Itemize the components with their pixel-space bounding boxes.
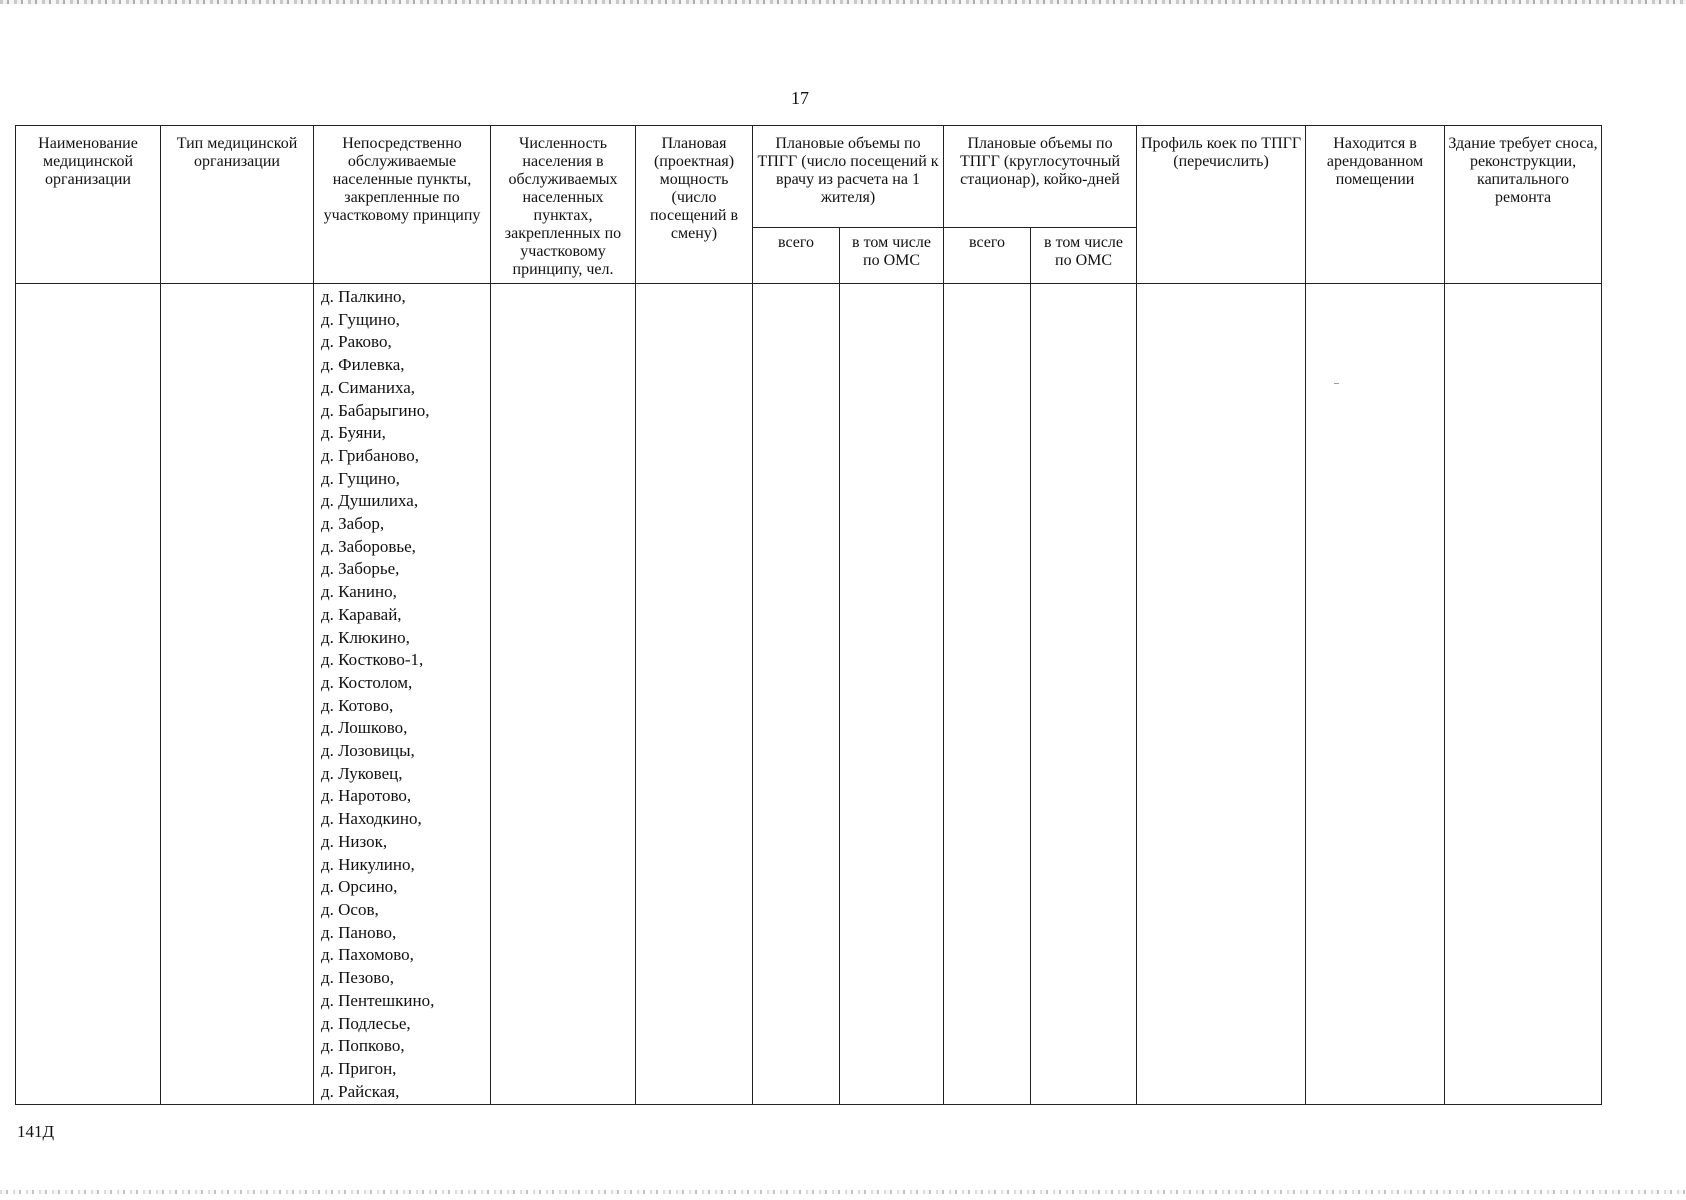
village-item: д. Симаниха, <box>321 377 416 397</box>
scan-speck <box>1334 383 1339 384</box>
header-name: Наименование медицинской организации <box>16 126 161 284</box>
village-item: д. Находкино, <box>321 809 422 829</box>
village-item: д. Гущино, <box>321 309 400 329</box>
village-item: д. Каравай, <box>321 604 402 624</box>
village-item: д. Котово, <box>321 695 394 715</box>
village-item: д. Пахомово, <box>321 945 414 965</box>
village-item: д. Гущино, <box>321 468 400 488</box>
header-visits-group: Плановые объемы по ТПГГ (число посещений к врачу из расчета на 1 жителя) <box>753 126 944 228</box>
village-item: д. Грибаново, <box>321 445 419 465</box>
village-item: д. Заборовье, <box>321 536 416 556</box>
header-building: Здание требует сноса, реконструкции, капитального ремонта <box>1445 126 1602 284</box>
header-settlements: Непосредственно обслуживаемые населенные пункты, закрепленные по участковому принципу <box>314 126 491 284</box>
header-beds-total: всего <box>944 228 1031 284</box>
header-population: Численность населения в обслуживаемых населенных пунктах, закрепленных по участковому принципу, чел. <box>491 126 636 284</box>
village-item: д. Наротово, <box>321 786 412 806</box>
organizations-table <box>15 125 1602 1105</box>
cell-visits-oms <box>840 284 944 1105</box>
cell-beds-total <box>944 284 1031 1105</box>
header-type: Тип медицинской организации <box>161 126 314 284</box>
cell-beds-oms <box>1031 284 1137 1105</box>
village-item: д. Лозовицы, <box>321 741 415 761</box>
village-item: д. Костково-1, <box>321 650 424 670</box>
village-item: д. Луковец, <box>321 763 403 783</box>
village-item: д. Орсино, <box>321 877 398 897</box>
village-item: д. Канино, <box>321 582 397 602</box>
village-item: д. Осов, <box>321 899 379 919</box>
header-bed-profile: Профиль коек по ТПГГ (перечислить) <box>1137 126 1306 284</box>
header-rented: Находится в арендованном помещении <box>1306 126 1445 284</box>
village-item: д. Раково, <box>321 332 392 352</box>
cell-settlements <box>314 284 491 1105</box>
village-item: д. Бабарыгино, <box>321 400 430 420</box>
village-item: д. Попково, <box>321 1036 405 1056</box>
footer-code: 141Д <box>17 1122 55 1141</box>
village-item: д. Низок, <box>321 831 388 851</box>
village-item: д. Клюкино, <box>321 627 410 647</box>
village-item: д. Душилиха, <box>321 491 419 511</box>
village-item: д. Пригон, <box>321 1058 397 1078</box>
header-beds-group: Плановые объемы по ТПГГ (круглосуточный стационар), койко-дней <box>944 126 1137 228</box>
cell-bed-profile <box>1137 284 1306 1105</box>
header-beds-oms: в том числе по ОМС <box>1031 228 1137 284</box>
village-item: д. Палкино, <box>321 287 406 306</box>
village-item: д. Никулино, <box>321 854 415 874</box>
header-visits-oms: в том числе по ОМС <box>840 228 944 284</box>
village-item: д. Филевка, <box>321 355 405 375</box>
village-item: д. Заборье, <box>321 559 400 579</box>
cell-capacity <box>636 284 753 1105</box>
cell-population <box>491 284 636 1105</box>
village-item: д. Пезово, <box>321 968 394 988</box>
village-item: д. Паново, <box>321 922 397 942</box>
village-item: д. Лошково, <box>321 718 408 738</box>
village-item: д. Буяни, <box>321 423 386 443</box>
cell-building <box>1445 284 1602 1105</box>
page-number: 17 <box>791 88 809 108</box>
village-item: д. Пентешкино, <box>321 990 435 1010</box>
header-capacity: Плановая (проектная) мощность (число посещений в смену) <box>636 126 753 284</box>
scan-edge-top <box>0 0 1686 4</box>
cell-visits-total <box>753 284 840 1105</box>
cell-name <box>16 284 161 1105</box>
village-item: д. Забор, <box>321 514 385 534</box>
cell-rented <box>1306 284 1445 1105</box>
village-item: д. Костолом, <box>321 672 413 692</box>
village-item: д. Райская, <box>321 1081 400 1101</box>
village-item: д. Подлесье, <box>321 1013 411 1033</box>
header-visits-total: всего <box>753 228 840 284</box>
cell-type <box>161 284 314 1105</box>
scan-edge-bottom <box>0 1190 1686 1194</box>
